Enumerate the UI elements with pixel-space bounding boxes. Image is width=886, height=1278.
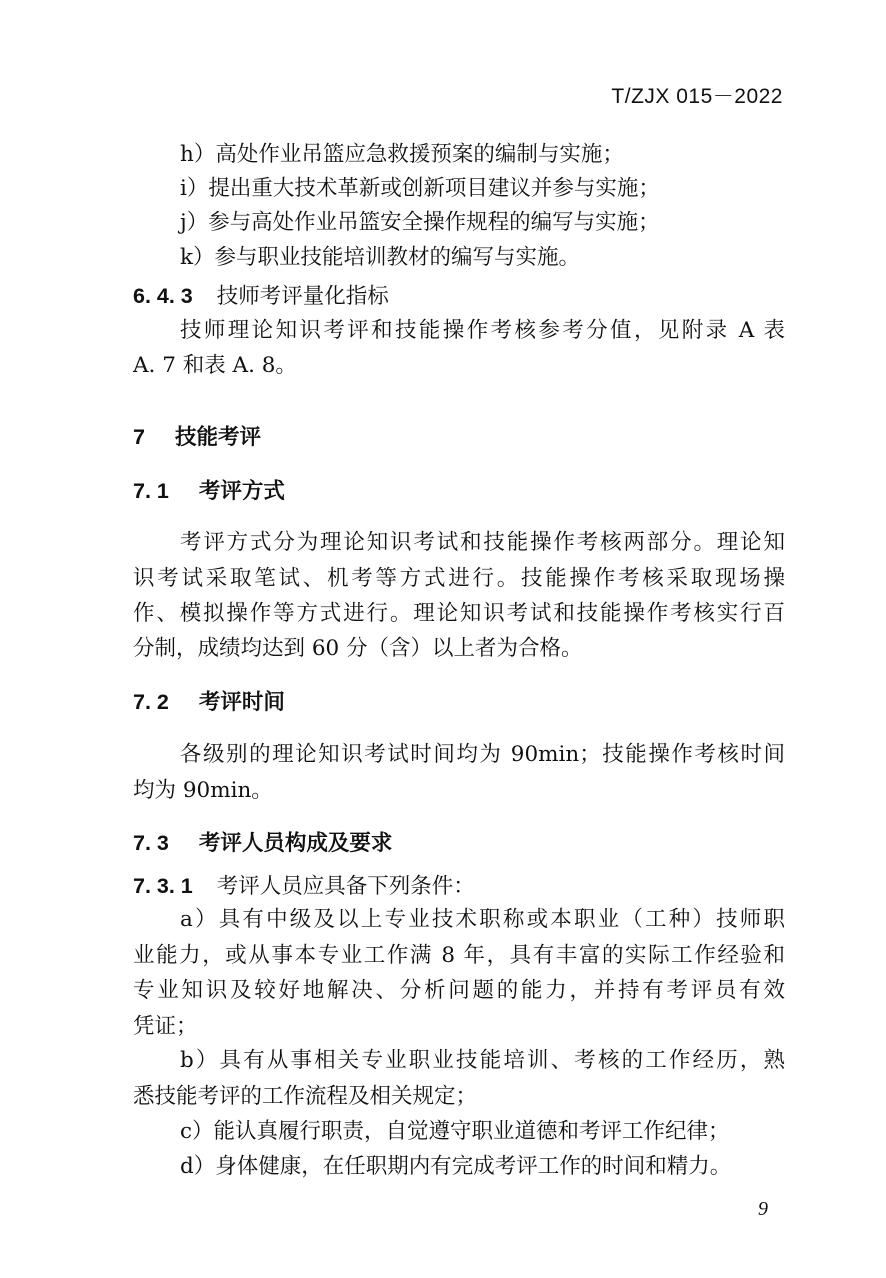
list-item-d: d）身体健康，在任职期内有完成考评工作的时间和精力。 (180, 1154, 732, 1179)
section-number: 7. 3 (133, 831, 169, 855)
page-number: 9 (758, 1198, 768, 1220)
paragraph-line: 考评方式分为理论知识考试和技能操作考核两部分。理论知 (180, 530, 785, 555)
section-number: 7 (133, 425, 145, 449)
heading-7-1 (133, 474, 785, 509)
section-title: 考评时间 (198, 690, 285, 715)
heading-7-3 (133, 826, 785, 861)
paragraph-line: 技师理论知识考评和技能操作考核参考分值，见附录 A 表 (180, 318, 785, 343)
list-item-b: b）具有从事相关专业职业技能培训、考核的工作经历，熟 (180, 1048, 785, 1073)
paragraph-line: 分制，成绩均达到 60 分（含）以上者为合格。 (133, 636, 583, 661)
standard-code: T/ZJX 015－2022 (611, 85, 783, 108)
paragraph-line: 作、模拟操作等方式进行。理论知识考试和技能操作考核实行百 (133, 601, 785, 626)
paragraph-line: 均为 90min。 (133, 778, 273, 803)
section-title: 考评人员应具备下列条件： (216, 874, 475, 899)
list-item-i: i）提出重大技术革新或创新项目建议并参与实施； (180, 176, 660, 201)
heading-6-4-3 (133, 279, 785, 314)
section-number: 6. 4. 3 (133, 284, 193, 308)
section-title: 考评方式 (198, 479, 285, 504)
paragraph-line: 专业知识及较好地解决、分析问题的能力，并持有考评员有效 (133, 978, 785, 1003)
section-title: 考评人员构成及要求 (198, 831, 393, 856)
heading-7 (133, 420, 785, 455)
section-number: 7. 2 (133, 690, 169, 714)
list-item-c: c）能认真履行职责，自觉遵守职业道德和考评工作纪律； (180, 1119, 730, 1144)
heading-7-3-1 (133, 869, 785, 904)
section-number: 7. 3. 1 (133, 874, 193, 898)
paragraph-line: 业能力，或从事本专业工作满 8 年，具有丰富的实际工作经验和 (133, 943, 785, 968)
paragraph-line: 识考试采取笔试、机考等方式进行。技能操作考核采取现场操 (133, 566, 785, 591)
heading-7-2 (133, 685, 785, 720)
section-title: 技师考评量化指标 (216, 284, 389, 309)
section-title: 技能考评 (174, 425, 261, 450)
paragraph-line: 悉技能考评的工作流程及相关规定； (133, 1084, 478, 1109)
list-item-j: j）参与高处作业吊篮安全操作规程的编写与实施； (180, 210, 660, 235)
section-number: 7. 1 (133, 479, 169, 503)
list-item-k: k）参与职业技能培训教材的编写与实施。 (180, 245, 581, 270)
paragraph-line: 各级别的理论知识考试时间均为 90min；技能操作考核时间 (180, 742, 785, 767)
paragraph-line: A. 7 和表 A. 8。 (133, 353, 297, 378)
list-item-h: h）高处作业吊篮应急救援预案的编制与实施； (180, 142, 624, 167)
paragraph-line: 凭证； (133, 1014, 198, 1039)
list-item-a: a）具有中级及以上专业技术职称或本职业（工种）技师职 (180, 907, 785, 932)
